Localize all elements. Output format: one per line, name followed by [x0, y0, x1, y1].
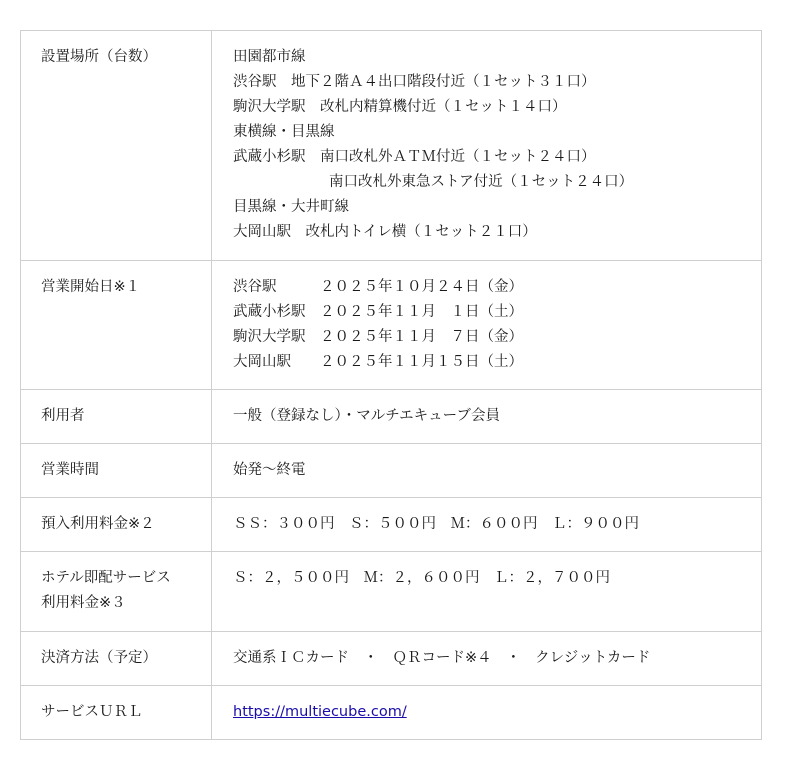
start-date-entry: 大岡山駅 ２０２５年１１月１５日（土） — [233, 354, 523, 370]
row-value — [212, 552, 762, 632]
table-row-storage-fee — [21, 498, 762, 552]
location-entry: 渋谷駅 地下２階Ａ４出口階段付近（１セット３１口） — [233, 74, 596, 90]
start-date-entry: 渋谷駅 ２０２５年１０月２４日（金） — [233, 279, 523, 295]
location-entry: 大岡山駅 改札内トイレ横（１セット２１口） — [233, 224, 537, 240]
value-text: 始発～終電 — [233, 462, 306, 478]
table-row-service-url — [21, 686, 762, 740]
value-text: Ｓ：２，５００円 Ｍ：２，６００円 Ｌ：２，７００円 — [233, 570, 610, 586]
label-text: サービスＵＲＬ — [41, 704, 143, 720]
row-value — [212, 261, 762, 390]
table-row-location — [21, 31, 762, 261]
line-name: 東横線・目黒線 — [233, 124, 335, 140]
row-label — [21, 390, 212, 444]
row-value — [212, 390, 762, 444]
label-text: 利用者 — [41, 408, 85, 424]
label-text: 決済方法（予定） — [41, 650, 157, 666]
row-value — [212, 498, 762, 552]
start-date-entry: 駒沢大学駅 ２０２５年１１月 ７日（金） — [233, 329, 523, 345]
row-label — [21, 632, 212, 686]
location-entry: 武蔵小杉駅 南口改札外ＡＴＭ付近（１セット２４口） — [233, 149, 596, 165]
table-row-users — [21, 390, 762, 444]
table-row-payment — [21, 632, 762, 686]
table-row-hotel-delivery-fee — [21, 552, 762, 632]
table-row-hours — [21, 444, 762, 498]
row-value — [212, 632, 762, 686]
row-value — [212, 444, 762, 498]
line-name: 目黒線・大井町線 — [233, 199, 349, 215]
row-label — [21, 31, 212, 261]
value-text: 交通系ＩＣカード ・ ＱＲコード※４ ・ クレジットカード — [233, 650, 651, 666]
row-label — [21, 444, 212, 498]
line-name: 田園都市線 — [233, 49, 306, 65]
label-text: ホテル即配サービス — [41, 570, 171, 586]
start-date-entry: 武蔵小杉駅 ２０２５年１１月 １日（土） — [233, 304, 523, 320]
location-entry: 駒沢大学駅 改札内精算機付近（１セット１４口） — [233, 99, 567, 115]
label-text: 設置場所（台数） — [41, 49, 157, 65]
location-entry: 南口改札外東急ストア付近（１セット２４口） — [329, 174, 634, 190]
label-text: 営業開始日※１ — [41, 279, 141, 295]
info-table — [20, 30, 762, 740]
row-label — [21, 261, 212, 390]
service-url-link[interactable]: https://multiecube.com/ — [233, 704, 407, 720]
value-text: 一般（登録なし）・マルチエキューブ会員 — [233, 408, 500, 424]
row-value — [212, 686, 762, 740]
table-row-start-date — [21, 261, 762, 390]
value-text: ＳＳ：３００円 Ｓ：５００円 Ｍ：６００円 Ｌ：９００円 — [233, 516, 639, 532]
row-value — [212, 31, 762, 261]
label-text: 利用料金※３ — [41, 595, 126, 611]
label-text: 預入利用料金※２ — [41, 516, 155, 532]
row-label — [21, 552, 212, 632]
label-text: 営業時間 — [41, 462, 99, 478]
row-label — [21, 498, 212, 552]
row-label — [21, 686, 212, 740]
